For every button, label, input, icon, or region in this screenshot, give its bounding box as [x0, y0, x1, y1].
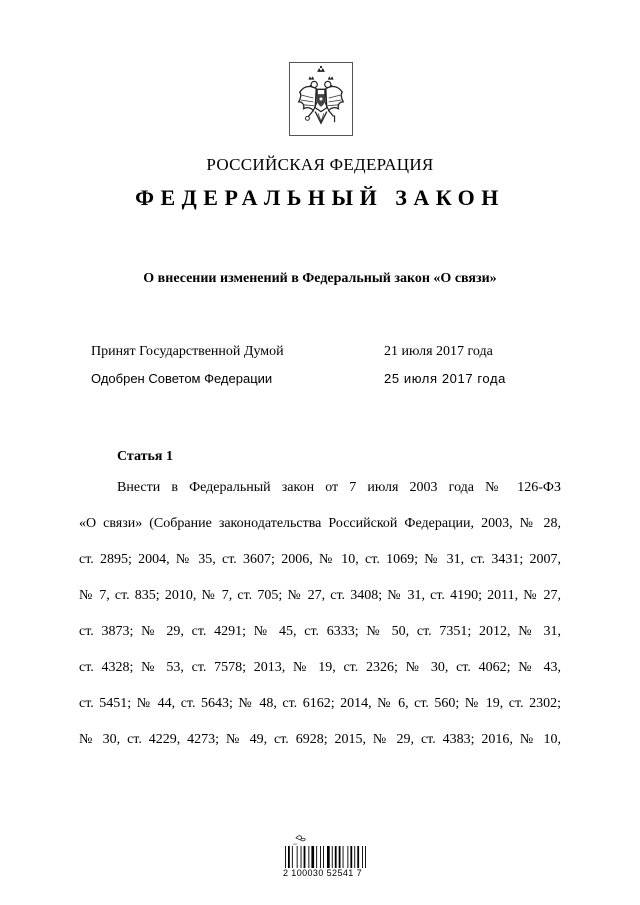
adoption-council-date: 25 июля 2017 года: [384, 371, 506, 386]
barcode-bar: [347, 846, 348, 868]
barcode-bar: [320, 846, 321, 868]
barcode-bar: [316, 846, 317, 868]
barcode-bar: [365, 846, 366, 868]
barcode-bar: [311, 846, 314, 868]
coat-of-arms-icon: [289, 62, 353, 136]
adoption-duma-date: 21 июля 2017 года: [384, 344, 493, 359]
barcode-bar: [288, 846, 290, 868]
barcode-bar: [327, 846, 330, 868]
barcode-bar: [285, 846, 286, 868]
barcode-bar: [335, 846, 337, 868]
barcode-bar: [350, 846, 352, 868]
adoption-duma-row: [91, 344, 561, 360]
document-type: ФЕДЕРАЛЬНЫЙ ЗАКОН: [135, 185, 505, 210]
article-text-line: Внести в Федеральный закон от 7 июля 2003 года № 126-ФЗ: [117, 480, 561, 495]
article-text-line: «О связи» (Собрание законодательства Российской Федерации, 2003, № 28,: [79, 516, 561, 531]
svg-text:▪▪▪▪: ▪▪▪▪: [293, 842, 298, 846]
article-text-line: № 7, ст. 835; 2010, № 7, ст. 705; № 27, ст. 3408; № 31, ст. 4190; 2011, № 27,: [79, 588, 561, 603]
adoption-council-row: [91, 371, 561, 386]
article-text-line: ст. 2895; 2004, № 35, ст. 3607; 2006, № 10, ст. 1069; № 31, ст. 3431; 2007,: [79, 552, 561, 567]
article-heading: Статья 1: [117, 449, 173, 464]
barcode-bar: [354, 846, 355, 868]
barcode-bar: [301, 846, 302, 868]
barcode-bar: [362, 846, 363, 868]
barcode-bar: [297, 846, 298, 868]
barcode-bar: [304, 846, 306, 868]
barcode-bar: [332, 846, 333, 868]
article-text-line: ст. 4328; № 53, ст. 7578; 2013, № 19, ст. 2326; № 30, ст. 4062; № 43,: [79, 660, 561, 675]
article-text-line: ст. 5451; № 44, ст. 5643; № 48, ст. 6162; 2014, № 6, ст. 560; № 19, ст. 2302;: [79, 696, 561, 711]
barcode-bar: [323, 846, 324, 868]
barcode-bar: [308, 846, 309, 868]
article-text-line: ст. 3873; № 29, ст. 4291; № 45, ст. 6333; № 50, ст. 7351; 2012, № 31,: [79, 624, 561, 639]
adoption-duma-label: Принят Государственной Думой: [91, 344, 284, 359]
barcode-bar: [357, 846, 359, 868]
barcode-number: 2 100030 52541 7: [283, 868, 362, 878]
barcode-bar: [339, 846, 341, 868]
adoption-council-label: Одобрен Советом Федерации: [91, 371, 273, 386]
barcode-bar: [292, 846, 293, 868]
country-name: РОССИЙСКАЯ ФЕДЕРАЦИЯ: [206, 155, 434, 174]
law-title: О внесении изменений в Федеральный закон «О связи»: [143, 271, 497, 286]
article-text-line: № 30, ст. 4229, 4273; № 49, ст. 6928; 2015, № 29, ст. 4383; 2016, № 10,: [79, 732, 561, 747]
barcode-bar: [343, 846, 344, 868]
